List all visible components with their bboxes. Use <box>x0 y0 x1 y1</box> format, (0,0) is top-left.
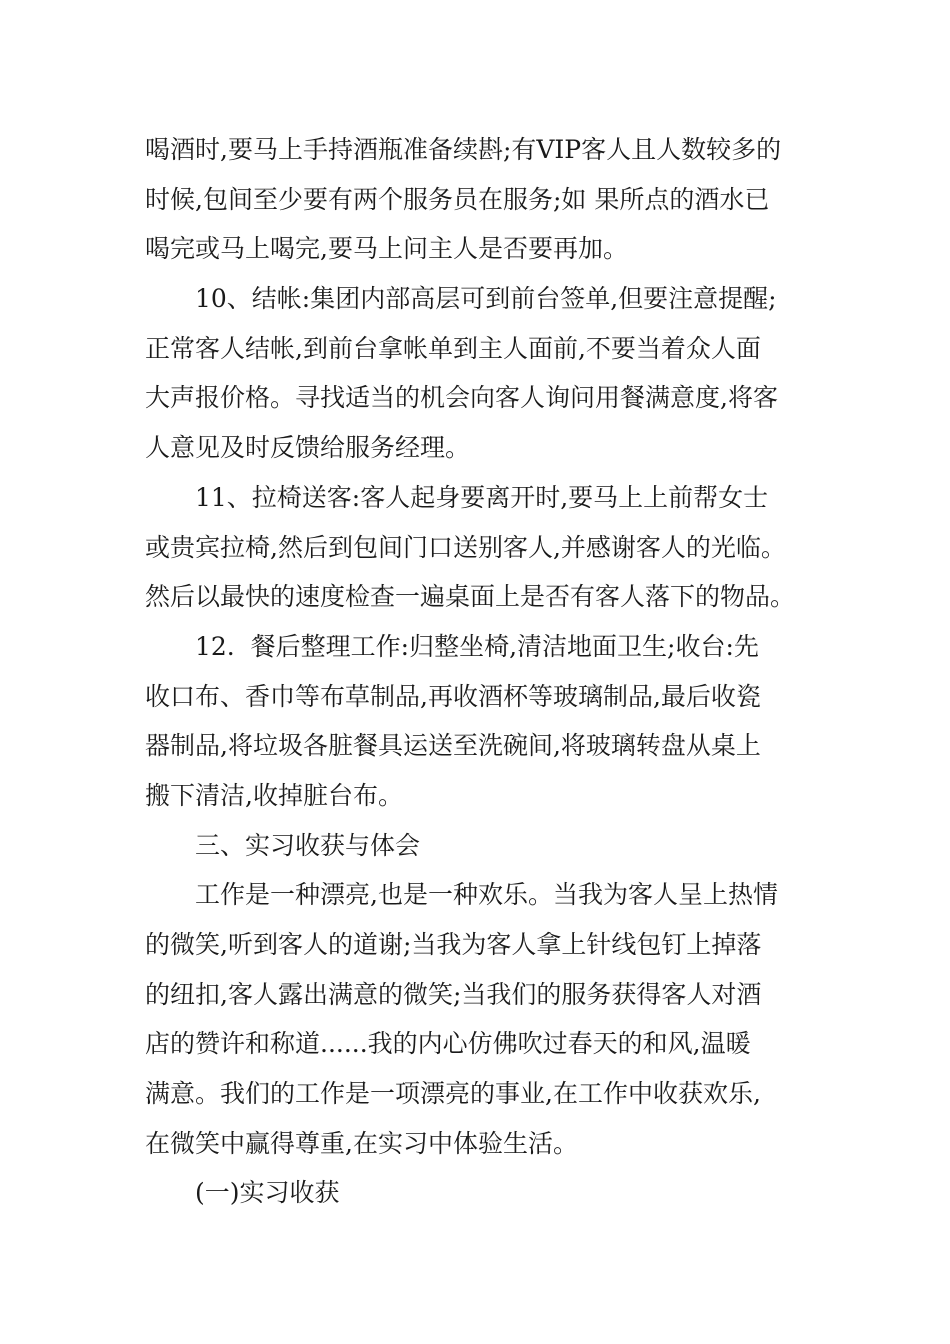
text-line: 的微笑,听到客人的道谢;当我为客人拿上针线包钉上掉落 <box>145 930 762 959</box>
text-line: 然后以最快的速度检查一遍桌面上是否有客人落下的物品。 <box>145 582 796 611</box>
text-line: 人意见及时反馈给服务经理。 <box>145 433 471 462</box>
text-line: 或贵宾拉椅,然后到包间门口送别客人,并感谢客人的光临。 <box>145 533 786 562</box>
text-line: 大声报价格。寻找适当的机会向客人询问用餐满意度,将客 <box>145 383 778 412</box>
text-line: 时候,包间至少要有两个服务员在服务;如 果所点的酒水已 <box>145 185 770 214</box>
paragraph-first-line: 12. 餐后整理工作:归整坐椅,清洁地面卫生;收台:先 <box>195 632 759 661</box>
subsection-heading: (一)实习收获 <box>195 1178 340 1207</box>
text-line: 喝完或马上喝完,要马上问主人是否要再加。 <box>145 234 628 263</box>
text-line: 店的赞许和称道......我的内心仿佛吹过春天的和风,温暖 <box>145 1029 751 1058</box>
paragraph-first-line: 工作是一种漂亮,也是一种欢乐。当我为客人呈上热情 <box>195 880 778 909</box>
section-heading: 三、实习收获与体会 <box>195 831 421 860</box>
text-line: 在微笑中赢得尊重,在实习中体验生活。 <box>145 1129 578 1158</box>
text-line: 喝酒时,要马上手持酒瓶准备续斟;有VIP客人且人数较多的 <box>145 135 782 164</box>
text-line: 正常客人结帐,到前台拿帐单到主人面前,不要当着众人面 <box>145 334 761 363</box>
text-line: 满意。我们的工作是一项漂亮的事业,在工作中收获欢乐, <box>145 1079 761 1108</box>
paragraph-first-line: 11、拉椅送客:客人起身要离开时,要马上上前帮女士 <box>195 483 769 512</box>
text-line: 的纽扣,客人露出满意的微笑;当我们的服务获得客人对酒 <box>145 980 762 1009</box>
text-line: 搬下清洁,收掉脏台布。 <box>145 781 403 810</box>
text-line: 器制品,将垃圾各脏餐具运送至洗碗间,将玻璃转盘从桌上 <box>145 731 761 760</box>
text-line: 收口布、香巾等布草制品,再收酒杯等玻璃制品,最后收瓷 <box>145 682 761 711</box>
paragraph-first-line: 10、结帐:集团内部高层可到前台签单,但要注意提醒; <box>195 284 777 313</box>
